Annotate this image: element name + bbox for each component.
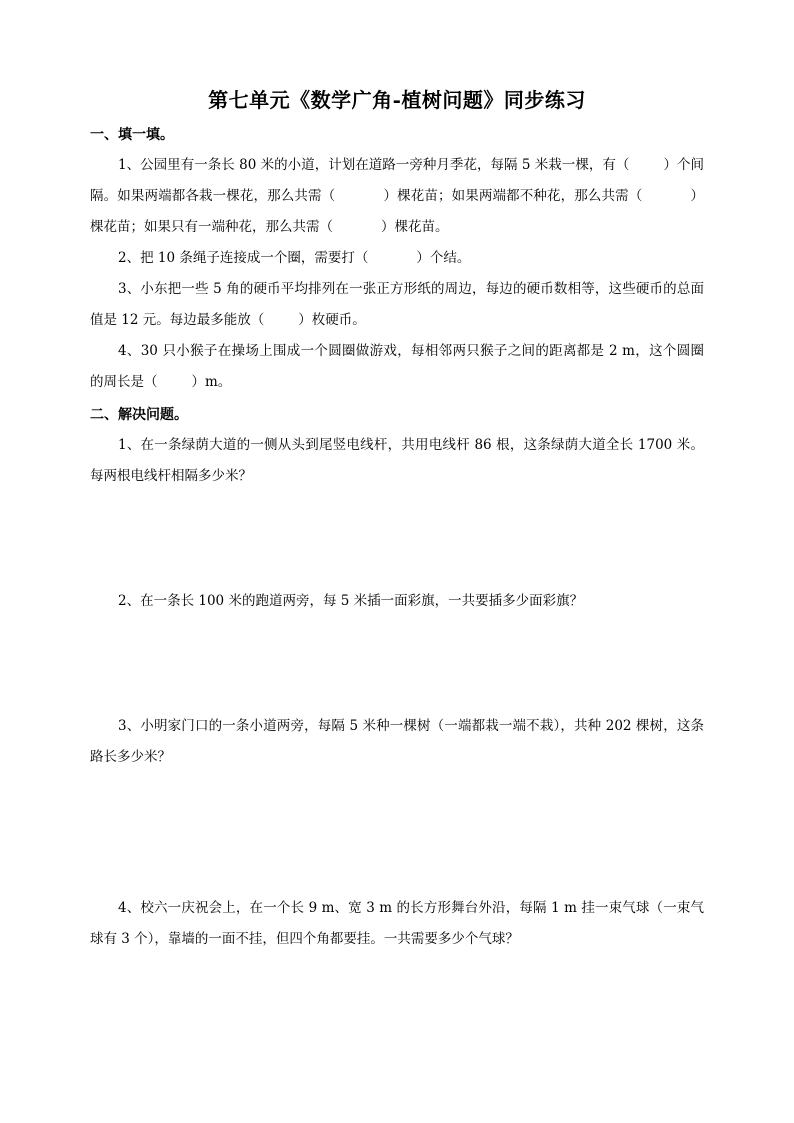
fill-q1-text-1: 1、公园里有一条长 80 米的小道，计划在道路一旁种月季花，每隔 5 米栽一棵，有（: [118, 157, 630, 173]
fill-question-3: [90, 274, 704, 336]
section-solve-heading: 二、解决问题。: [90, 407, 188, 423]
fill-q1-text-2: ）个间隔。如果两端都各栽一棵花，那么共需（: [90, 157, 704, 204]
page-title: 第七单元《数学广角-植树问题》同步练习: [208, 88, 586, 112]
fill-q1-text-3: ）棵花苗；如果两端都不种花，那么共需（: [383, 188, 643, 204]
solve-question-1: 1、在一条绿荫大道的一侧从头到尾竖电线杆，共用电线杆 86 根，这条绿荫大道全长 1700 米。每两根电线杆相隔多少米？: [90, 437, 704, 484]
fill-question-2: [90, 243, 704, 274]
fill-q1-text-4: ）棵花苗；如果只有一端种花，那么共需（: [90, 188, 705, 235]
fill-q4-text-2: ）m。: [191, 374, 232, 390]
solve-question-2: 2、在一条长 100 米的跑道两旁，每 5 米插一面彩旗，一共要插多少面彩旗？: [118, 593, 584, 609]
fill-q2-text-1: 2、把 10 条绳子连接成一个圈，需要打（: [118, 250, 369, 266]
fill-question-4: [90, 336, 704, 398]
fill-q3-text-2: ）枚硬币。: [298, 312, 366, 328]
solve-question-3: 3、小明家门口的一条小道两旁，每隔 5 米种一棵树（一端都栽一端不栽），共种 202 棵树，这条路长多少米？: [90, 718, 705, 765]
solve-question-4: 4、校六一庆祝会上，在一个长 9 m、宽 3 m 的长方形舞台外沿，每隔 1 m 挂一束气球（一束气球有 3 个），靠墙的一面不挂，但四个角都要挂。一共需要多少个气球？: [90, 900, 704, 947]
fill-q4-text-1: 4、30 只小猴子在操场上围成一个圆圈做游戏，每相邻两只猴子之间的距离都是 2 m，这个圆圈的周长是（: [90, 343, 704, 390]
section-fill-in-heading: 一、填一填。: [90, 127, 174, 143]
fill-q3-text-1: 3、小东把一些 5 角的硬币平均排列在一张正方形纸的周边，每边的硬币数相等，这些硬币的总面值是 12 元。每边最多能放（: [90, 281, 704, 328]
fill-question-1: [90, 150, 704, 243]
fill-q1-text-5: ）棵花苗。: [381, 219, 449, 235]
fill-q2-text-2: ）个结。: [416, 250, 471, 266]
